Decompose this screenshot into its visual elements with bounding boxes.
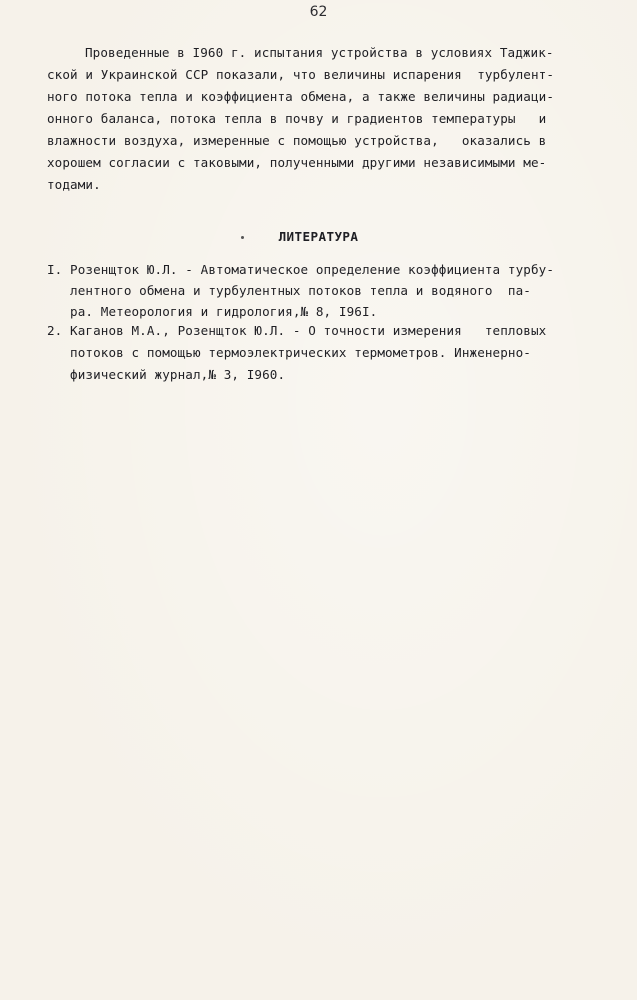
reference-line: лентного обмена и турбулентных потоков тепла и водяного па- bbox=[47, 283, 531, 298]
paragraph-line: Проведенные в I960 г. испытания устройства в условиях Таджик- bbox=[85, 45, 554, 60]
reference-line: потоков с помощью термоэлектрических термометров. Инженерно- bbox=[47, 345, 531, 360]
paragraph-line: тодами. bbox=[47, 177, 101, 192]
reference-line: 2. Каганов М.А., Розенщток Ю.Л. - О точности измерения тепловых bbox=[47, 323, 547, 338]
reference-line: физический журнал,№ 3, I960. bbox=[47, 367, 286, 382]
reference-line: I. Розенщток Ю.Л. - Автоматическое определение коэффициента турбу- bbox=[47, 262, 555, 277]
paragraph-line: онного баланса, потока тепла в почву и градиентов температуры и bbox=[47, 111, 547, 126]
paragraph-line: ного потока тепла и коэффициента обмена, а также величины радиаци- bbox=[47, 89, 555, 104]
paragraph-line: влажности воздуха, измеренные с помощью устройства, оказались в bbox=[47, 133, 547, 148]
page-number: 62 bbox=[309, 4, 328, 20]
paragraph-line: хорошем согласии с таковыми, полученными другими независимыми ме- bbox=[47, 155, 547, 170]
paragraph-line: ской и Украинской ССР показали, что величины испарения турбулент- bbox=[47, 67, 555, 82]
reference-line: ра. Метеорология и гидрология,№ 8, I96I. bbox=[47, 304, 378, 319]
references-heading: ЛИТЕРАТУРА bbox=[278, 229, 359, 244]
